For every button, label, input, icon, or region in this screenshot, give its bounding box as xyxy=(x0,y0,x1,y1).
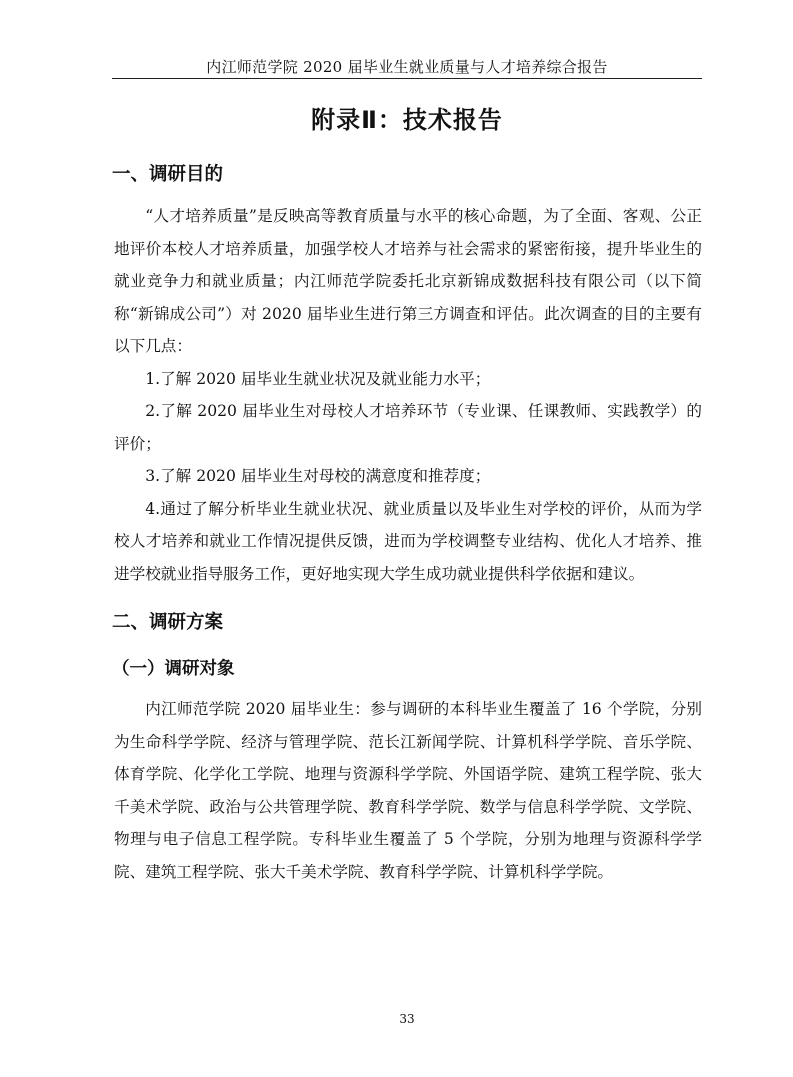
running-header: 内江师范学院 2020 届毕业生就业质量与人才培养综合报告 xyxy=(206,58,608,76)
section-heading-purpose: 一、调研目的 xyxy=(112,164,224,185)
page-number: 33 xyxy=(399,1012,415,1026)
section-heading-plan: 二、调研方案 xyxy=(112,612,224,633)
purpose-intro-paragraph: “人才培养质量”是反映高等教育质量与水平的核心命题，为了全面、客观、公正地评价本校人才培养质量，加强学校人才培养与社会需求的紧密衔接，提升毕业生的就业竞争力和就业质量；内江师范学院委托北京新锦成数据科技有限公司（以下简称“新锦成公司”）对 2020 届毕业生进行第三方调查和评估。此次调查的目的主要有以下几点： xyxy=(114,207,702,355)
purpose-point-1: 1.了解 2020 届毕业生就业状况及就业能力水平； xyxy=(145,369,491,388)
purpose-point-4: 4.通过了解分析毕业生就业状况、就业质量以及毕业生对学校的评价，从而为学校人才培养和就业工作情况提供反馈，进而为学校调整专业结构、优化人才培养、推进学校就业指导服务工作，更好地实现大学生成功就业提供科学依据和建议。 xyxy=(114,499,702,583)
header-rule xyxy=(112,78,702,79)
subjects-paragraph: 内江师范学院 2020 届毕业生：参与调研的本科毕业生覆盖了 16 个学院，分别为生命科学学院、经济与管理学院、范长江新闻学院、计算机科学学院、音乐学院、体育学院、化学化工学院、地理与资源科学学院、外国语学院、建筑工程学院、张大千美术学院、政治与公共管理学院、教育科学学院、数学与信息科学学院、文学院、物理与电子信息工程学院。专科毕业生覆盖了 5 个学院，分别为地理与资源科学学院、建筑工程学院、张大千美术学院、教育科学学院、计算机科学学院。 xyxy=(114,700,702,881)
subsection-heading-subjects: （一）调研对象 xyxy=(112,659,235,679)
page-title: 附录Ⅱ：技术报告 xyxy=(311,106,503,134)
purpose-intro-block xyxy=(114,200,702,590)
purpose-point-3: 3.了解 2020 届毕业生对母校的满意度和推荐度； xyxy=(145,467,491,485)
purpose-point-2: 2.了解 2020 届毕业生对母校人才培养环节（专业课、任课教师、实践教学）的评价； xyxy=(114,402,702,453)
subjects-block xyxy=(114,693,702,888)
